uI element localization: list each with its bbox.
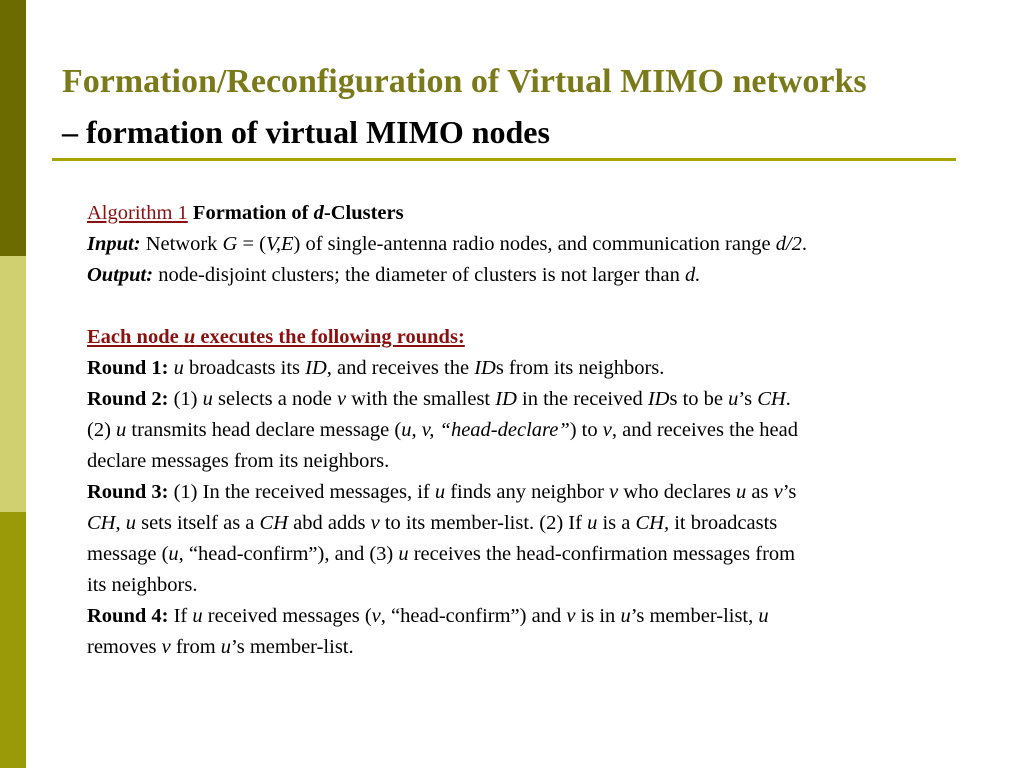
slide-title-line-1: Formation/Reconfiguration of Virtual MIMO networks <box>62 63 867 100</box>
slide-title <box>62 62 1012 152</box>
sidebar-top-band <box>0 0 26 256</box>
round-1: Round 1: u broadcasts its ID, and receives the IDs from its neighbors. <box>87 357 665 379</box>
round-3-line-2: CH, u sets itself as a CH abd adds v to its member-list. (2) If u is a CH, it broadcasts <box>87 512 778 534</box>
round-3-line-1: Round 3: (1) In the received messages, if u finds any neighbor v who declares u as v’s <box>87 481 797 503</box>
round-2-line-2: (2) u transmits head declare message (u, v, “head-declare”) to v, and receives the head <box>87 419 798 441</box>
round-2-line-3: declare messages from its neighbors. <box>87 450 390 472</box>
round-3-line-3: message (u, “head-confirm”), and (3) u receives the head-confirmation messages from <box>87 543 796 565</box>
slide-title-line-2: – formation of virtual MIMO nodes <box>62 114 550 150</box>
algorithm-output: Output: node-disjoint clusters; the diameter of clusters is not larger than d. <box>87 264 701 286</box>
sidebar-bottom-band <box>0 512 26 768</box>
spacer <box>87 291 987 322</box>
sidebar-middle-band <box>0 256 26 512</box>
round-2-line-1: Round 2: (1) u selects a node v with the smallest ID in the received IDs to be u’s CH. <box>87 388 791 410</box>
algorithm-block <box>87 198 987 663</box>
round-3-line-4: its neighbors. <box>87 574 198 596</box>
algorithm-input: Input: Network G = (V,E) of single-antenna radio nodes, and communication range d/2. <box>87 233 808 255</box>
rounds-header: Each node u executes the following rounds: <box>87 326 465 348</box>
round-4-line-2: removes v from u’s member-list. <box>87 636 354 658</box>
round-4-line-1: Round 4: If u received messages (v, “head-confirm”) and v is in u’s member-list, u <box>87 605 769 627</box>
algorithm-heading: Algorithm 1 Formation of d-Clusters <box>87 202 404 224</box>
algorithm-label: Algorithm 1 <box>87 202 188 224</box>
title-divider <box>52 158 956 161</box>
